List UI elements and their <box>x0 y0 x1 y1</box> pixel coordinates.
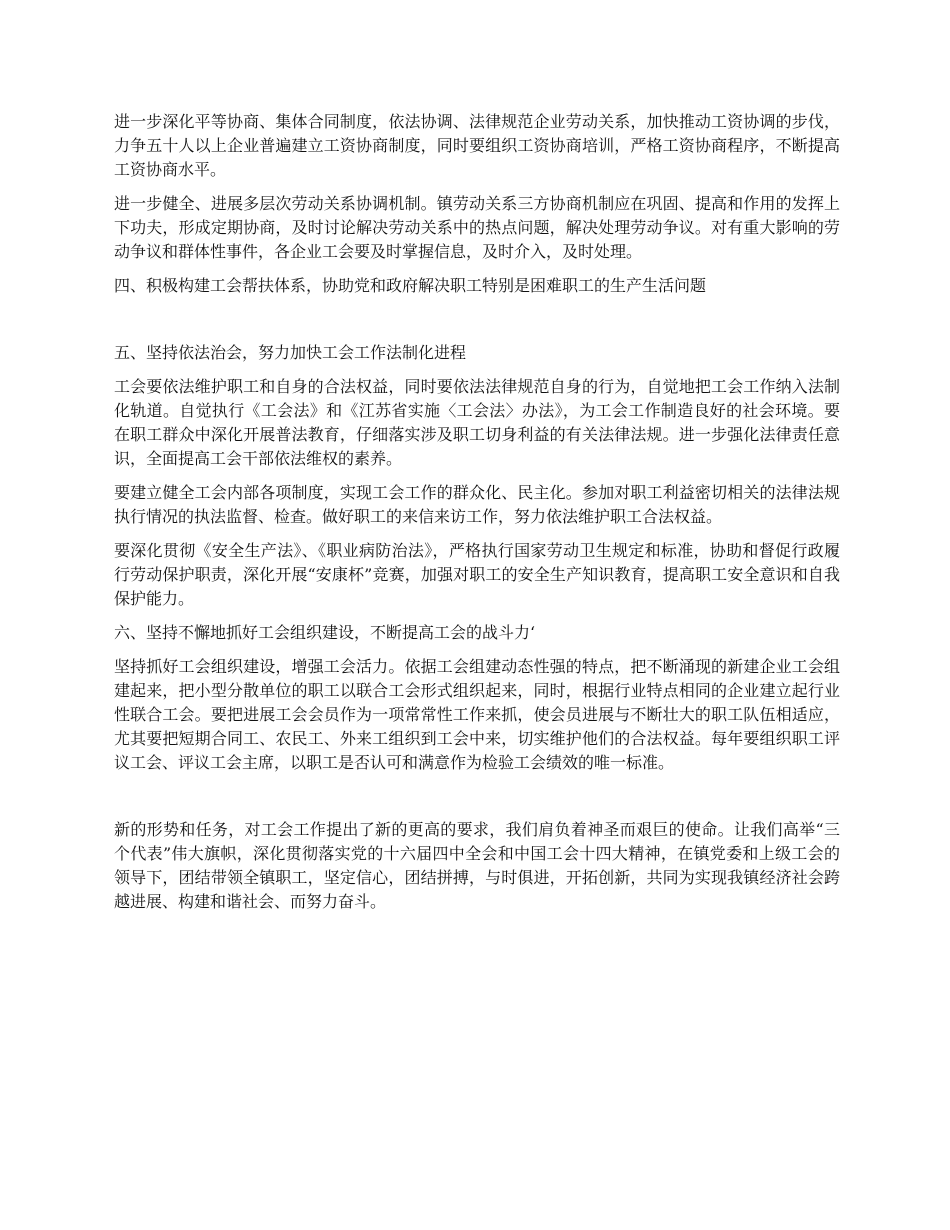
paragraph-safety: 要深化贯彻《安全生产法》、《职业病防治法》，严格执行国家劳动卫生规定和标准，协助和督促行政履行劳动保护职责，深化开展“安康杯”竞赛，加强对职工的安全生产知识教育，提高职工安全意识和自我保护能力。 <box>114 541 840 608</box>
paragraph-wage-negotiation: 进一步深化平等协商、集体合同制度，依法协调、法律规范企业劳动关系，加快推动工资协调的步伐，力争五十人以上企业普遍建立工资协商制度，同时要组织工资协商培训，严格工资协商程序，不断提高工资协商水平。 <box>114 112 840 179</box>
paragraph-labor-coordination: 进一步健全、进展多层次劳动关系协调机制。镇劳动关系三方协商机制应在巩固、提高和作用的发挥上下功夫，形成定期协商，及时讨论解决劳动关系中的热点问题，解决处理劳动争议。对有重大影响的劳动争议和群体性事件，各企业工会要及时掌握信息，及时介入，及时处理。 <box>114 194 840 261</box>
section-heading-4: 四、积极构建工会帮扶体系，协助党和政府解决职工特别是困难职工的生产生活问题 <box>114 276 707 295</box>
paragraph-rule-of-law: 工会要依法维护职工和自身的合法权益，同时要依法法律规范自身的行为，自觉地把工会工作纳入法制化轨道。自觉执行《工会法》和《江苏省实施〈工会法〉办法》，为工会工作制造良好的社会环境。要在职工群众中深化开展普法教育，仔细落实涉及职工切身利益的有关法律法规。进一步强化法律责任意识，全面提高工会干部依法维权的素养。 <box>114 377 840 468</box>
spacer <box>114 308 840 341</box>
section-heading-6: 六、坚持不懈地抓好工会组织建设，不断提高工会的战斗力‘ <box>114 623 536 642</box>
paragraph-conclusion: 新的形势和任务，对工会工作提出了新的更高的要求，我们肩负着神圣而艰巨的使命。让我们高举“三个代表”伟大旗帜，深化贯彻落实党的十六届四中全会和中国工会十四大精神，在镇党委和上级工会的领导下，团结带领全镇职工，坚定信心，团结拼搏，与时俱进，开拓创新，共同为实现我镇经济社会跨越进展、构建和谐社会、而努力奋斗。 <box>114 820 840 911</box>
paragraph-organization: 坚持抓好工会组织建设，增强工会活力。依据工会组建动态性强的特点，把不断涌现的新建企业工会组建起来，把小型分散单位的职工以联合工会形式组织起来，同时，根据行业特点相同的企业建立起行业性联合工会。要把进展工会会员作为一项常常性工作来抓，使会员进展与不断壮大的职工队伍相适应，尤其要把短期合同工、农民工、外来工组织到工会中来，切实维护他们的合法权益。每年要组织职工评议工会、评议工会主席，以职工是否认可和满意作为检验工会绩效的唯一标准。 <box>114 657 840 772</box>
section-heading-5: 五、坚持依法治会，努力加快工会工作法制化进程 <box>114 343 467 362</box>
spacer <box>114 785 840 818</box>
document-body <box>114 110 840 924</box>
paragraph-internal-systems: 要建立健全工会内部各项制度，实现工会工作的群众化、民主化。参加对职工利益密切相关的法律法规执行情况的执法监督、检查。做好职工的来信来访工作，努力依法维护职工合法权益。 <box>114 483 840 526</box>
